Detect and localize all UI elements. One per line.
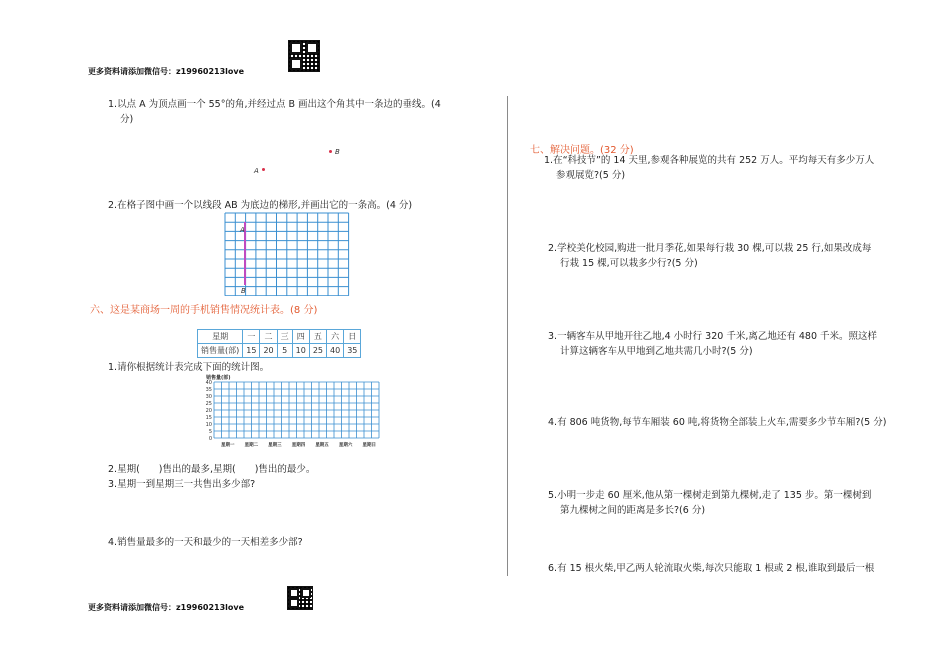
trapezoid-grid [224,212,350,296]
sub-question-4: 4.销售量最多的一天和最少的一天相差多少部? [108,537,303,548]
problem-3 [548,329,938,359]
segment-a-label: A [240,226,245,234]
problem-6-line1: 6.有 15 根火柴,甲乙两人轮流取火柴,每次只能取 1 根或 2 根,谁取到最后一根 [548,563,875,574]
problem-3-line1: 3.一辆客车从甲地开往乙地,4 小时行 320 千米,离乙地还有 480 千米。照这样 [548,331,878,342]
problem-2-line2: 行栽 15 棵,可以栽多少行?(5 分) [560,258,698,269]
chart-y-tick-label: 15 [205,415,212,421]
sales-table-row [198,344,361,358]
problem-2-line1: 2.学校美化校园,购进一批月季花,如果每行栽 30 棵,可以栽 25 行,如果改成每 [548,243,872,254]
table-cell: 25 [309,344,326,358]
problem-1 [544,153,934,183]
sub-question-1: 1.请你根据统计表完成下面的统计图。 [108,362,270,373]
chart-x-tick-label: 星期五 [315,443,329,448]
table-header-cell: 五 [309,330,326,344]
watermark-bottom: 更多资料请添加微信号：z19960213love [88,603,245,612]
table-cell: 5 [277,344,292,358]
table-header-cell: 三 [277,330,292,344]
chart-x-tick-label: 星期一 [221,443,235,448]
table-cell: 40 [327,344,344,358]
chart-y-tick-label: 10 [205,422,212,428]
point-a-dot [262,168,265,171]
problem-3-line2: 计算这辆客车从甲地到乙地共需几小时?(5 分) [560,346,753,357]
point-b-label: B [335,148,340,156]
chart-y-tick-label: 40 [205,380,212,386]
point-b-dot [329,150,332,153]
qr-code-bottom-icon [287,586,313,610]
problem-5-line2: 第九棵树之间的距离是多长?(6 分) [560,505,706,516]
chart-x-tick-label: 星期二 [244,443,259,448]
chart-x-tick-label: 星期三 [268,443,282,448]
question-1-text: 1.以点 A 为顶点画一个 55°的角,并经过点 B 画出这个角其中一条边的垂线。(4 [108,99,441,110]
problem-2 [548,241,938,271]
question-2: 2.在格子图中画一个以线段 AB 为底边的梯形,并画出它的一条高。(4 分) [108,200,413,211]
section-7-title: 七、解决问题。 [530,145,600,156]
question-1-cont: 分) [120,114,134,125]
point-a-label: A [254,167,259,175]
section-6-heading [90,301,317,316]
table-header-cell: 日 [344,330,361,344]
table-cell: 20 [260,344,277,358]
question-1 [108,97,503,127]
problem-5 [548,488,938,518]
section-6-title: 六、这是某商场一周的手机销售情况统计表。 [90,305,290,316]
chart-x-tick-label: 星期日 [362,443,376,448]
problem-5-line1: 5.小明一步走 60 厘米,他从第一棵树走到第九棵树,走了 135 步。第一棵树到 [548,490,872,501]
table-header-cell: 四 [292,330,309,344]
table-header-cell: 一 [243,330,260,344]
sales-table [197,329,361,358]
chart-y-tick-label: 35 [205,387,212,393]
table-header-cell: 二 [260,330,277,344]
problem-6 [548,561,943,576]
chart-y-tick-label: 20 [205,408,212,414]
table-cell: 35 [344,344,361,358]
problem-4 [548,415,943,430]
section-7-points: (32 分) [600,145,634,156]
chart-y-axis-label: 销售量(部) [206,375,231,381]
sub-question-3: 3.星期一到星期三一共售出多少部? [108,479,256,490]
problem-1-line2: 参观展览?(5 分) [556,170,626,181]
table-row-label: 销售量(部) [198,344,243,358]
section-6-points: (8 分) [290,305,318,316]
qr-code-top-icon [288,40,320,72]
table-header-cell: 星期 [198,330,243,344]
table-cell: 15 [243,344,260,358]
watermark-top: 更多资料请添加微信号：z19960213love [88,67,245,76]
problem-1-line1: 1.在“科技节”的 14 天里,参观各种展览的共有 252 万人。平均每天有多少万人 [544,155,875,166]
chart-x-tick-label: 星期四 [291,443,306,448]
column-divider [507,96,508,576]
segment-b-label: B [241,287,246,295]
sub-question-2: 2.星期( )售出的最多,星期( )售出的最少。 [108,464,316,475]
sales-table-header [198,330,361,344]
chart-y-tick-label: 25 [205,401,212,407]
chart-y-tick-label: 30 [205,394,212,400]
chart-y-tick-label: 5 [208,429,212,435]
chart-y-tick-label: 0 [208,436,212,442]
problem-4-line1: 4.有 806 吨货物,每节车厢装 60 吨,将货物全部装上火车,需要多少节车厢?(5 分) [548,417,887,428]
table-cell: 10 [292,344,309,358]
table-header-cell: 六 [327,330,344,344]
chart-x-tick-label: 星期六 [338,443,353,448]
sales-chart [196,372,392,452]
